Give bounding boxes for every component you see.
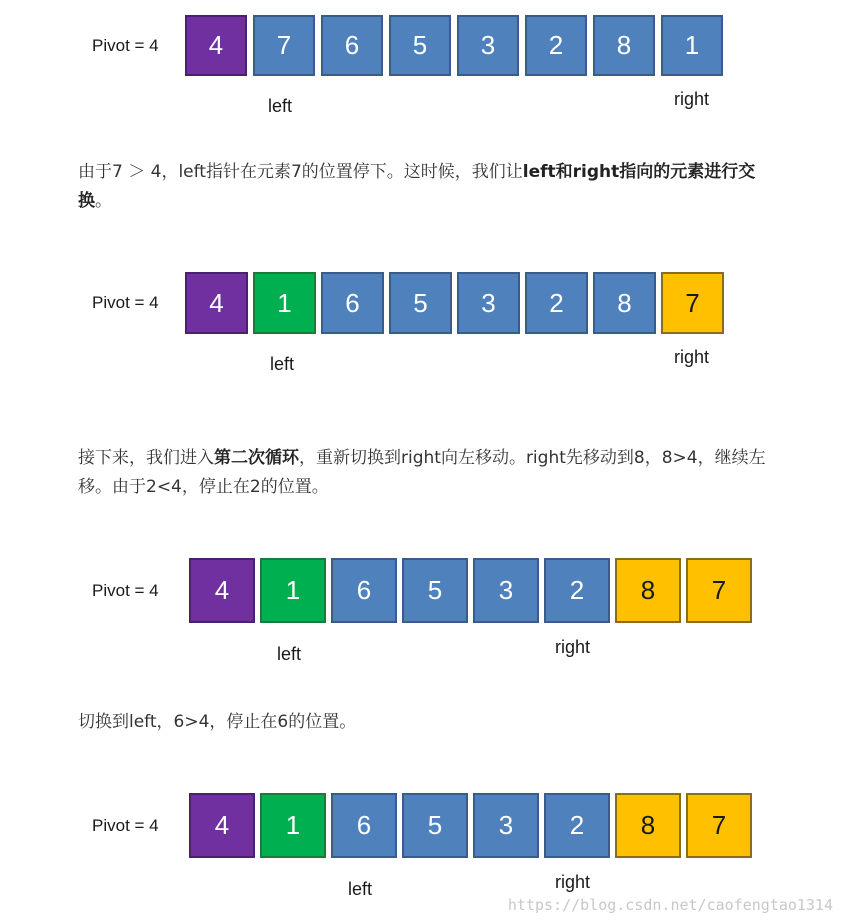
watermark: https://blog.csdn.net/caofengtao1314 <box>507 896 833 914</box>
array-cell: 2 <box>525 272 588 334</box>
array-cell: 3 <box>473 793 539 858</box>
array-cell: 3 <box>457 272 520 334</box>
array-cell: 5 <box>389 272 452 334</box>
text-run: ，重新切换到right向左移动。right先移动到8，8>4，继续左移。由于2<4，停止在2的位置。 <box>78 448 766 497</box>
explanation-paragraph-3 <box>78 708 768 737</box>
text-run: 接下来，我们进入 <box>78 448 214 468</box>
array-cell: 6 <box>331 558 397 623</box>
array-cell: 5 <box>389 15 451 76</box>
array-cell: 2 <box>525 15 587 76</box>
array-cell: 8 <box>615 793 681 858</box>
right-pointer-label: right <box>674 347 710 367</box>
array-cell: 4 <box>189 793 255 858</box>
array-cell: 6 <box>331 793 397 858</box>
right-pointer-label: right <box>555 637 591 657</box>
pivot-label: Pivot = 4 <box>92 36 159 55</box>
array-cell: 6 <box>321 15 383 76</box>
text-run: 由于7 ＞ 4，left指针在元素7的位置停下。这时候，我们让 <box>78 162 523 182</box>
array-cell: 8 <box>615 558 681 623</box>
explanation-paragraph-1 <box>78 158 768 216</box>
array-cell: 4 <box>185 272 248 334</box>
right-pointer-label: right <box>674 89 710 109</box>
pivot-label: Pivot = 4 <box>92 816 159 835</box>
pivot-label: Pivot = 4 <box>92 581 159 600</box>
array-cell: 2 <box>544 793 610 858</box>
array-cell: 6 <box>321 272 384 334</box>
array-cell: 4 <box>189 558 255 623</box>
array-cell: 8 <box>593 272 656 334</box>
array-cell: 7 <box>686 558 752 623</box>
left-pointer-label: left <box>348 879 373 899</box>
array-cell: 8 <box>593 15 655 76</box>
array-cell: 1 <box>260 793 326 858</box>
array-cell: 4 <box>185 15 247 76</box>
array-cell: 3 <box>473 558 539 623</box>
pivot-label: Pivot = 4 <box>92 293 159 312</box>
text-run: 切换到left，6>4，停止在6的位置。 <box>78 712 357 732</box>
text-run: 。 <box>95 191 112 211</box>
array-cell: 3 <box>457 15 519 76</box>
array-cell: 5 <box>402 793 468 858</box>
array-cell: 7 <box>253 15 315 76</box>
bold-text: left和right指向的元素进行交换 <box>78 162 756 211</box>
array-cell: 2 <box>544 558 610 623</box>
array-cell: 1 <box>661 15 723 76</box>
array-cell: 5 <box>402 558 468 623</box>
array-cell: 1 <box>260 558 326 623</box>
left-pointer-label: left <box>268 96 293 116</box>
left-pointer-label: left <box>270 354 295 374</box>
bold-text: 第二次循环 <box>214 448 299 468</box>
array-cell: 7 <box>661 272 724 334</box>
array-cell: 7 <box>686 793 752 858</box>
right-pointer-label: right <box>555 872 591 892</box>
explanation-paragraph-2 <box>78 444 768 502</box>
array-cell: 1 <box>253 272 316 334</box>
left-pointer-label: left <box>277 644 302 664</box>
